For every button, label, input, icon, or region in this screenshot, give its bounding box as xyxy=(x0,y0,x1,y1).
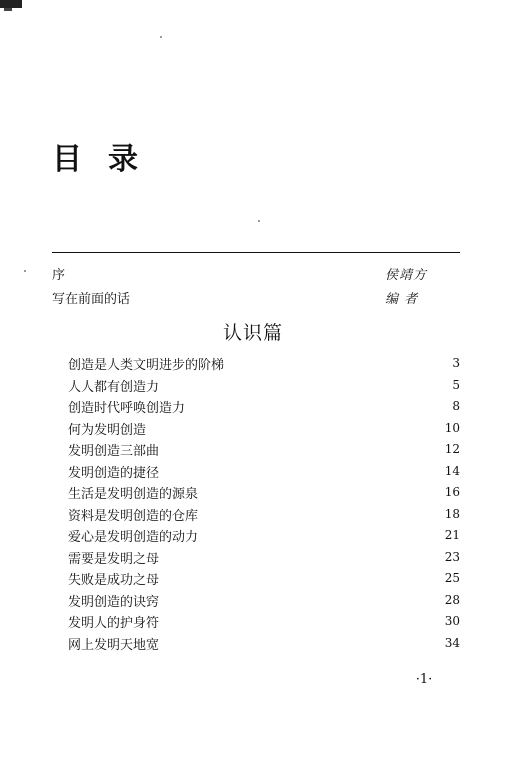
toc-entry-title: 资料是发明创造的仓库 xyxy=(68,508,199,524)
front-matter-row[interactable] xyxy=(52,288,432,308)
toc-entry-title: 人人都有创造力 xyxy=(68,379,160,395)
toc-entry[interactable] xyxy=(68,438,460,460)
toc-entry-title: 失败是成功之母 xyxy=(68,573,160,588)
toc-entry[interactable] xyxy=(68,632,460,654)
toc-entry[interactable] xyxy=(68,395,460,417)
toc-entry-title: 生活是发明创造的源泉 xyxy=(68,487,199,502)
section-heading: 认识篇 xyxy=(222,322,283,344)
toc-entry[interactable] xyxy=(68,460,460,482)
scan-corner-mark xyxy=(0,0,22,8)
toc-entry-page: 21 xyxy=(444,528,460,542)
toc-entry-title: 发明创造三部曲 xyxy=(68,444,160,459)
toc-entry-page: 8 xyxy=(452,399,460,413)
toc-entry[interactable] xyxy=(68,352,460,374)
toc-entry-title: 发明人的护身符 xyxy=(68,616,160,631)
toc-entry[interactable] xyxy=(68,481,460,503)
toc-entry[interactable] xyxy=(68,610,460,632)
toc-entry-page: 10 xyxy=(444,420,460,435)
toc-entry-title: 需要是发明之母 xyxy=(68,551,160,567)
toc-entry[interactable] xyxy=(68,589,460,611)
divider-rule xyxy=(52,252,460,253)
toc-entry[interactable] xyxy=(68,417,460,439)
toc-entry-title: 发明创造的诀窍 xyxy=(68,594,160,610)
toc-entry-page: 3 xyxy=(452,356,460,370)
toc-entry-page: 23 xyxy=(444,549,460,564)
scan-speck xyxy=(160,36,162,38)
toc-entry[interactable] xyxy=(68,524,460,546)
front-matter-title: 写在前面的话 xyxy=(52,292,131,307)
toc-entry[interactable] xyxy=(68,567,460,589)
toc-entry-page: 25 xyxy=(444,571,460,585)
toc-entry-page: 14 xyxy=(444,463,460,478)
front-matter-author: 编 者 xyxy=(385,292,419,307)
toc-entry[interactable] xyxy=(68,503,460,525)
scan-speck xyxy=(258,220,260,222)
scan-speck xyxy=(24,270,26,272)
toc-entry-page: 30 xyxy=(444,614,460,628)
toc-entry-title: 发明创造的捷径 xyxy=(68,465,160,481)
front-matter-author: 侯靖方 xyxy=(385,268,428,283)
page-number: ·1· xyxy=(415,672,433,687)
front-matter-row[interactable] xyxy=(52,264,432,284)
toc-entry-page: 5 xyxy=(452,377,460,392)
toc-entry-list xyxy=(68,352,460,653)
toc-title: 目录 xyxy=(52,142,164,177)
toc-entry[interactable] xyxy=(68,374,460,396)
toc-entry-page: 18 xyxy=(444,506,460,521)
toc-entry-page: 34 xyxy=(444,635,460,650)
toc-entry-title: 网上发明天地宽 xyxy=(68,637,160,653)
toc-entry-page: 16 xyxy=(444,485,460,499)
toc-entry[interactable] xyxy=(68,546,460,568)
toc-entry-title: 何为发明创造 xyxy=(68,422,147,438)
toc-entry-title: 创造时代呼唤创造力 xyxy=(68,401,186,416)
toc-entry-page: 12 xyxy=(444,442,460,456)
toc-entry-title: 创造是人类文明进步的阶梯 xyxy=(68,358,225,373)
toc-entry-page: 28 xyxy=(444,592,460,607)
front-matter-title: 序 xyxy=(52,268,66,283)
toc-entry-title: 爱心是发明创造的动力 xyxy=(68,530,199,545)
